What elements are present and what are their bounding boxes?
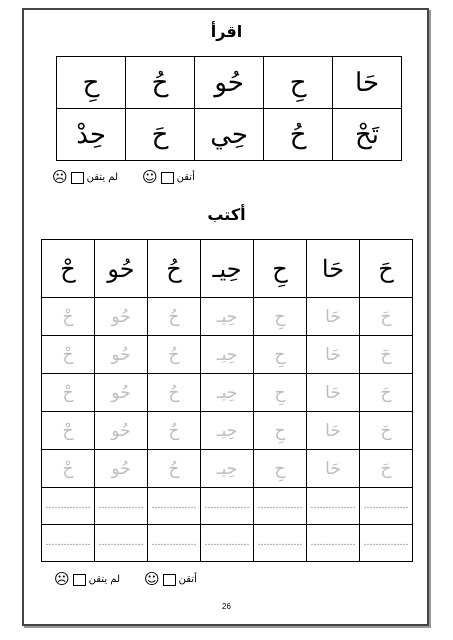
mastered-checkbox[interactable] — [163, 574, 176, 586]
blank-cell[interactable]: …………… — [201, 525, 254, 562]
read-cell: حِي — [194, 109, 263, 161]
not-mastered-label: لم يتقن — [88, 574, 120, 585]
model-cell: حَا — [307, 240, 360, 298]
trace-cell[interactable]: حُ — [148, 298, 201, 336]
read-cell: حِ — [264, 57, 333, 109]
mastered-label: أتقن — [176, 172, 195, 183]
not-mastered-label: لم يتقن — [86, 172, 118, 183]
blank-cell[interactable]: …………… — [148, 525, 201, 562]
happy-face-icon: ☺ — [142, 168, 158, 186]
mastered-group — [142, 170, 195, 185]
trace-cell[interactable]: حُ — [148, 450, 201, 488]
trace-cell[interactable]: حُو — [95, 298, 148, 336]
trace-cell[interactable]: حَ — [360, 412, 413, 450]
trace-cell[interactable]: حْ — [42, 374, 95, 412]
trace-cell[interactable]: حَ — [360, 450, 413, 488]
trace-cell[interactable]: حُ — [148, 336, 201, 374]
read-cell: حُ — [264, 109, 333, 161]
read-row — [57, 109, 402, 161]
model-row — [42, 240, 413, 298]
trace-cell[interactable]: حْ — [42, 336, 95, 374]
blank-cell[interactable]: …………… — [95, 488, 148, 525]
model-cell: حِ — [254, 240, 307, 298]
read-cell: حُ — [126, 57, 195, 109]
trace-cell[interactable]: حَ — [360, 374, 413, 412]
trace-row — [42, 412, 413, 450]
trace-cell[interactable]: حْ — [42, 412, 95, 450]
trace-cell[interactable]: حِيـ — [201, 336, 254, 374]
trace-cell[interactable]: حْ — [42, 298, 95, 336]
blank-cell[interactable]: …………… — [42, 525, 95, 562]
blank-cell[interactable]: …………… — [254, 488, 307, 525]
assessment-bottom — [54, 572, 197, 587]
trace-cell[interactable]: حُو — [95, 336, 148, 374]
trace-cell[interactable]: حِ — [254, 450, 307, 488]
trace-cell[interactable]: حَا — [307, 298, 360, 336]
blank-cell[interactable]: …………… — [360, 525, 413, 562]
trace-cell[interactable]: حْ — [42, 450, 95, 488]
read-row — [57, 57, 402, 109]
trace-row — [42, 336, 413, 374]
assessment-top — [52, 170, 195, 185]
trace-cell[interactable]: حَ — [360, 336, 413, 374]
trace-row — [42, 450, 413, 488]
read-cell: حِ — [57, 57, 126, 109]
not-mastered-checkbox[interactable] — [73, 574, 86, 586]
blank-cell[interactable]: …………… — [42, 488, 95, 525]
trace-cell[interactable]: حُ — [148, 412, 201, 450]
mastered-checkbox[interactable] — [161, 172, 174, 184]
trace-cell[interactable]: حِ — [254, 374, 307, 412]
blank-cell[interactable]: …………… — [95, 525, 148, 562]
model-cell: حَ — [360, 240, 413, 298]
model-cell: حُو — [95, 240, 148, 298]
read-cell: تَحْ — [333, 109, 402, 161]
trace-cell[interactable]: حَ — [360, 298, 413, 336]
blank-row — [42, 488, 413, 525]
write-table — [41, 239, 413, 562]
model-cell: حِيـ — [201, 240, 254, 298]
trace-cell[interactable]: حِيـ — [201, 412, 254, 450]
model-cell: حُ — [148, 240, 201, 298]
trace-cell[interactable]: حَا — [307, 336, 360, 374]
trace-cell[interactable]: حَا — [307, 412, 360, 450]
trace-row — [42, 374, 413, 412]
trace-cell[interactable]: حِ — [254, 336, 307, 374]
blank-row — [42, 525, 413, 562]
trace-cell[interactable]: حُو — [95, 374, 148, 412]
write-heading: أكتب — [207, 205, 246, 224]
blank-cell[interactable]: …………… — [307, 525, 360, 562]
not-mastered-group — [52, 170, 118, 185]
trace-row — [42, 298, 413, 336]
blank-cell[interactable]: …………… — [254, 525, 307, 562]
not-mastered-checkbox[interactable] — [71, 172, 84, 184]
page-number: 26 — [222, 602, 231, 611]
trace-cell[interactable]: حِيـ — [201, 450, 254, 488]
trace-cell[interactable]: حِيـ — [201, 298, 254, 336]
blank-cell[interactable]: …………… — [201, 488, 254, 525]
trace-cell[interactable]: حُو — [95, 412, 148, 450]
read-cell: حُو — [194, 57, 263, 109]
trace-cell[interactable]: حِ — [254, 298, 307, 336]
model-cell: حْ — [42, 240, 95, 298]
blank-cell[interactable]: …………… — [148, 488, 201, 525]
read-heading: اقرأ — [210, 22, 243, 41]
happy-face-icon: ☺ — [144, 570, 160, 588]
not-mastered-group — [54, 572, 120, 587]
trace-cell[interactable]: حَا — [307, 374, 360, 412]
read-cell: حَ — [126, 109, 195, 161]
blank-cell[interactable]: …………… — [307, 488, 360, 525]
trace-cell[interactable]: حُ — [148, 374, 201, 412]
sad-face-icon: ☹ — [52, 168, 68, 186]
mastered-group — [144, 572, 197, 587]
trace-cell[interactable]: حِيـ — [201, 374, 254, 412]
read-cell: حَا — [333, 57, 402, 109]
blank-cell[interactable]: …………… — [360, 488, 413, 525]
sad-face-icon: ☹ — [54, 570, 70, 588]
trace-cell[interactable]: حُو — [95, 450, 148, 488]
trace-cell[interactable]: حِ — [254, 412, 307, 450]
read-table — [56, 56, 402, 161]
read-cell: حِدْ — [57, 109, 126, 161]
mastered-label: أتقن — [178, 574, 197, 585]
trace-cell[interactable]: حَا — [307, 450, 360, 488]
